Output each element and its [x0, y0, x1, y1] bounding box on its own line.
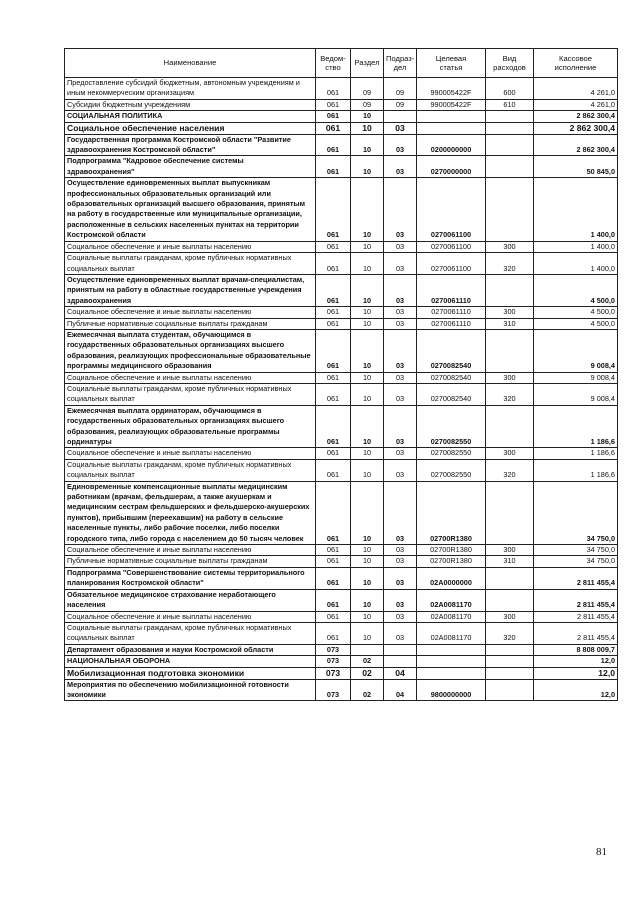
row-name: Публичные нормативные социальные выплаты гражданам	[65, 318, 316, 329]
row-name: Осуществление единовременных выплат выпускникам профессиональных образовательных организаций или образовательных организаций высшего образования, принятым на работу в государственные или муниципальные организации, расположенные в сельских населенных пунктах на территории Костромской области	[65, 178, 316, 241]
row-cash: 4 500,0	[534, 318, 618, 329]
table-row	[65, 481, 618, 544]
row-expense-type	[486, 274, 534, 306]
row-podrazdel: 03	[384, 405, 417, 448]
row-ved: 061	[316, 274, 351, 306]
row-ved: 073	[316, 644, 351, 655]
row-podrazdel: 03	[384, 611, 417, 622]
row-target: 0270061100	[417, 253, 486, 275]
row-name: Ежемесячная выплата студентам, обучающимся в государственных образовательных организациях высшего образования, реализующих профессиональные образовательные программы медицинского образования	[65, 329, 316, 372]
row-expense-type	[486, 567, 534, 589]
row-podrazdel: 03	[384, 178, 417, 241]
row-expense-type	[486, 644, 534, 655]
row-ved: 061	[316, 134, 351, 156]
row-name: Обязательное медицинское страхование неработающего населения	[65, 589, 316, 611]
row-podrazdel: 03	[384, 253, 417, 275]
row-cash: 4 500,0	[534, 274, 618, 306]
row-expense-type: 300	[486, 545, 534, 556]
col-header-razdel: Раздел	[351, 49, 384, 78]
row-razdel: 02	[351, 667, 384, 679]
row-podrazdel: 03	[384, 241, 417, 252]
table-row	[65, 307, 618, 318]
row-target	[417, 667, 486, 679]
row-expense-type	[486, 156, 534, 178]
row-name: Государственная программа Костромской области "Развитие здравоохранения Костромской области"	[65, 134, 316, 156]
row-cash: 12,0	[534, 667, 618, 679]
row-expense-type	[486, 589, 534, 611]
row-cash: 2 862 300,4	[534, 122, 618, 134]
row-cash: 1 400,0	[534, 253, 618, 275]
row-expense-type	[486, 178, 534, 241]
row-cash: 2 811 455,4	[534, 589, 618, 611]
row-podrazdel: 03	[384, 383, 417, 405]
table-row	[65, 383, 618, 405]
row-cash: 34 750,0	[534, 556, 618, 567]
col-header-cash: Кассовое исполнение	[534, 49, 618, 78]
row-razdel: 10	[351, 111, 384, 122]
row-expense-type: 600	[486, 78, 534, 100]
row-target: 02A0081170	[417, 622, 486, 644]
page-number: 81	[596, 846, 607, 858]
row-expense-type	[486, 111, 534, 122]
row-razdel: 10	[351, 307, 384, 318]
row-podrazdel: 03	[384, 622, 417, 644]
row-razdel: 10	[351, 122, 384, 134]
row-cash: 12,0	[534, 679, 618, 701]
table-row	[65, 405, 618, 448]
row-cash: 1 186,6	[534, 448, 618, 459]
budget-table	[64, 48, 618, 701]
row-name: Социальное обеспечение и иные выплаты населению	[65, 611, 316, 622]
table-row	[65, 253, 618, 275]
row-name: Социальное обеспечение и иные выплаты населению	[65, 372, 316, 383]
row-target: 02700R1380	[417, 556, 486, 567]
row-target: 0270061100	[417, 178, 486, 241]
row-target: 0200000000	[417, 134, 486, 156]
table-row	[65, 274, 618, 306]
row-ved: 061	[316, 178, 351, 241]
row-target: 990005422F	[417, 78, 486, 100]
row-expense-type: 300	[486, 372, 534, 383]
row-target: 0270082540	[417, 372, 486, 383]
row-razdel: 10	[351, 178, 384, 241]
row-podrazdel: 03	[384, 156, 417, 178]
row-ved: 061	[316, 156, 351, 178]
row-cash: 2 811 455,4	[534, 611, 618, 622]
row-expense-type: 300	[486, 448, 534, 459]
row-expense-type: 300	[486, 307, 534, 318]
row-podrazdel: 09	[384, 99, 417, 110]
table-row	[65, 134, 618, 156]
row-expense-type	[486, 679, 534, 701]
row-razdel: 10	[351, 589, 384, 611]
col-header-expense-type: Вид расходов	[486, 49, 534, 78]
row-razdel: 10	[351, 383, 384, 405]
table-row	[65, 122, 618, 134]
row-ved: 061	[316, 307, 351, 318]
row-podrazdel: 03	[384, 459, 417, 481]
row-expense-type: 310	[486, 318, 534, 329]
table-row	[65, 318, 618, 329]
row-expense-type: 320	[486, 253, 534, 275]
row-podrazdel: 03	[384, 274, 417, 306]
table-row	[65, 241, 618, 252]
row-cash: 1 186,6	[534, 405, 618, 448]
row-podrazdel: 03	[384, 318, 417, 329]
row-podrazdel: 04	[384, 667, 417, 679]
row-target: 990005422F	[417, 99, 486, 110]
row-name: Подпрограмма "Кадровое обеспечение системы здравоохранения"	[65, 156, 316, 178]
row-target: 0270061110	[417, 318, 486, 329]
table-row	[65, 99, 618, 110]
row-podrazdel: 03	[384, 448, 417, 459]
row-ved: 061	[316, 545, 351, 556]
row-ved: 073	[316, 679, 351, 701]
table-row	[65, 567, 618, 589]
table-header-row	[65, 49, 618, 78]
row-cash: 4 261,0	[534, 78, 618, 100]
table-row	[65, 111, 618, 122]
row-podrazdel: 03	[384, 556, 417, 567]
row-name: Ежемесячная выплата ординаторам, обучающимся в государственных образовательных организациях высшего образования, реализующих образовательные программы ординатуры	[65, 405, 316, 448]
row-cash: 2 811 455,4	[534, 567, 618, 589]
row-podrazdel: 03	[384, 134, 417, 156]
row-cash: 1 400,0	[534, 241, 618, 252]
row-razdel: 10	[351, 556, 384, 567]
row-name: СОЦИАЛЬНАЯ ПОЛИТИКА	[65, 111, 316, 122]
row-cash: 50 845,0	[534, 156, 618, 178]
row-razdel	[351, 644, 384, 655]
table-row	[65, 556, 618, 567]
col-header-ved: Ведом- ство	[316, 49, 351, 78]
row-target	[417, 111, 486, 122]
row-ved: 061	[316, 241, 351, 252]
row-name: Социальное обеспечение и иные выплаты населению	[65, 448, 316, 459]
row-cash: 1 186,6	[534, 459, 618, 481]
row-target: 02A0081170	[417, 589, 486, 611]
row-razdel: 10	[351, 241, 384, 252]
row-ved: 061	[316, 567, 351, 589]
row-target	[417, 656, 486, 667]
table-row	[65, 611, 618, 622]
row-name: Публичные нормативные социальные выплаты гражданам	[65, 556, 316, 567]
table-row	[65, 329, 618, 372]
row-target	[417, 644, 486, 655]
row-name: Субсидии бюджетным учреждениям	[65, 99, 316, 110]
row-expense-type: 300	[486, 241, 534, 252]
row-expense-type: 320	[486, 622, 534, 644]
row-name: Социальное обеспечение и иные выплаты населению	[65, 307, 316, 318]
row-razdel: 10	[351, 545, 384, 556]
row-name: Департамент образования и науки Костромской области	[65, 644, 316, 655]
row-target: 02700R1380	[417, 481, 486, 544]
row-podrazdel: 03	[384, 545, 417, 556]
row-cash: 9 008,4	[534, 383, 618, 405]
row-target: 0270082540	[417, 329, 486, 372]
row-podrazdel: 03	[384, 481, 417, 544]
row-razdel: 10	[351, 318, 384, 329]
row-cash: 2 811 455,4	[534, 622, 618, 644]
row-name: Осуществление единовременных выплат врачам-специалистам, принятым на работу в областные государственные учреждения здравоохранения	[65, 274, 316, 306]
row-razdel: 10	[351, 405, 384, 448]
row-razdel: 10	[351, 274, 384, 306]
row-cash: 34 750,0	[534, 545, 618, 556]
row-podrazdel	[384, 111, 417, 122]
row-razdel: 10	[351, 459, 384, 481]
row-cash: 34 750,0	[534, 481, 618, 544]
table-row	[65, 589, 618, 611]
row-podrazdel	[384, 656, 417, 667]
row-name: Социальное обеспечение и иные выплаты населению	[65, 241, 316, 252]
row-cash: 1 400,0	[534, 178, 618, 241]
row-cash: 9 008,4	[534, 372, 618, 383]
row-expense-type: 320	[486, 459, 534, 481]
row-cash: 2 862 300,4	[534, 134, 618, 156]
row-ved: 061	[316, 122, 351, 134]
row-ved: 061	[316, 622, 351, 644]
row-target	[417, 122, 486, 134]
row-expense-type	[486, 122, 534, 134]
table-row	[65, 656, 618, 667]
row-podrazdel: 04	[384, 679, 417, 701]
row-ved: 061	[316, 556, 351, 567]
row-razdel: 10	[351, 622, 384, 644]
row-target: 0270082550	[417, 448, 486, 459]
row-cash: 8 808 009,7	[534, 644, 618, 655]
table-row	[65, 78, 618, 100]
row-podrazdel: 03	[384, 307, 417, 318]
row-ved: 061	[316, 383, 351, 405]
row-ved: 061	[316, 78, 351, 100]
row-expense-type	[486, 667, 534, 679]
row-name: Социальное обеспечение и иные выплаты населению	[65, 545, 316, 556]
row-expense-type	[486, 134, 534, 156]
row-target: 0270000000	[417, 156, 486, 178]
row-cash: 9 008,4	[534, 329, 618, 372]
row-name: Мероприятия по обеспечению мобилизационной готовности экономики	[65, 679, 316, 701]
row-target: 02A0000000	[417, 567, 486, 589]
row-razdel: 10	[351, 567, 384, 589]
row-name: НАЦИОНАЛЬНАЯ ОБОРОНА	[65, 656, 316, 667]
table-row	[65, 545, 618, 556]
table-row	[65, 448, 618, 459]
row-ved: 061	[316, 111, 351, 122]
row-target: 0270061110	[417, 307, 486, 318]
row-razdel: 02	[351, 656, 384, 667]
row-target: 0270061100	[417, 241, 486, 252]
row-expense-type	[486, 481, 534, 544]
table-row	[65, 178, 618, 241]
row-cash: 4 500,0	[534, 307, 618, 318]
col-header-name: Наименование	[65, 49, 316, 78]
row-expense-type	[486, 405, 534, 448]
row-name: Подпрограмма "Совершенствование системы территориального планирования Костромской области"	[65, 567, 316, 589]
row-target: 0270082550	[417, 459, 486, 481]
row-ved: 061	[316, 611, 351, 622]
row-name: Социальные выплаты гражданам, кроме публичных нормативных социальных выплат	[65, 459, 316, 481]
table-row	[65, 459, 618, 481]
row-target: 0270061110	[417, 274, 486, 306]
row-podrazdel: 03	[384, 329, 417, 372]
row-podrazdel: 03	[384, 122, 417, 134]
row-razdel: 10	[351, 611, 384, 622]
row-expense-type	[486, 329, 534, 372]
row-ved: 061	[316, 405, 351, 448]
row-ved: 061	[316, 99, 351, 110]
row-ved: 061	[316, 318, 351, 329]
row-target: 9800000000	[417, 679, 486, 701]
col-header-target: Целевая статья	[417, 49, 486, 78]
row-name: Социальные выплаты гражданам, кроме публичных нормативных социальных выплат	[65, 253, 316, 275]
table-row	[65, 622, 618, 644]
table-row	[65, 156, 618, 178]
row-name: Мобилизационная подготовка экономики	[65, 667, 316, 679]
row-razdel: 10	[351, 329, 384, 372]
table-row	[65, 644, 618, 655]
row-expense-type: 310	[486, 556, 534, 567]
row-ved: 061	[316, 459, 351, 481]
row-podrazdel: 03	[384, 567, 417, 589]
row-razdel: 10	[351, 372, 384, 383]
col-header-podrazdel: Подраз- дел	[384, 49, 417, 78]
row-podrazdel: 09	[384, 78, 417, 100]
row-expense-type	[486, 656, 534, 667]
table-row	[65, 667, 618, 679]
row-razdel: 09	[351, 99, 384, 110]
row-ved: 073	[316, 656, 351, 667]
row-podrazdel	[384, 644, 417, 655]
row-ved: 061	[316, 448, 351, 459]
row-name: Социальное обеспечение населения	[65, 122, 316, 134]
row-target: 02700R1380	[417, 545, 486, 556]
row-razdel: 09	[351, 78, 384, 100]
table-body	[65, 78, 618, 701]
row-podrazdel: 03	[384, 372, 417, 383]
row-razdel: 10	[351, 481, 384, 544]
row-target: 02A0081170	[417, 611, 486, 622]
row-ved: 061	[316, 589, 351, 611]
row-ved: 061	[316, 481, 351, 544]
row-expense-type: 610	[486, 99, 534, 110]
row-cash: 12,0	[534, 656, 618, 667]
row-target: 0270082550	[417, 405, 486, 448]
row-ved: 061	[316, 329, 351, 372]
row-razdel: 10	[351, 253, 384, 275]
row-name: Социальные выплаты гражданам, кроме публичных нормативных социальных выплат	[65, 383, 316, 405]
row-expense-type: 300	[486, 611, 534, 622]
row-name: Социальные выплаты гражданам, кроме публичных нормативных социальных выплат	[65, 622, 316, 644]
row-expense-type: 320	[486, 383, 534, 405]
row-razdel: 10	[351, 448, 384, 459]
table-row	[65, 372, 618, 383]
row-razdel: 10	[351, 156, 384, 178]
row-razdel: 02	[351, 679, 384, 701]
row-cash: 2 862 300,4	[534, 111, 618, 122]
row-podrazdel: 03	[384, 589, 417, 611]
row-name: Единовременные компенсационные выплаты медицинским работникам (врачам, фельдшерам, а также акушеркам и медицинским сестрам фельдшерских и фельдшерско-акушерских пунктов), прибывшим (переехавшим) на работу в сельские населенные пункты, либо рабочие поселки, либо поселки городского типа, либо города с населением до 50 тысяч человек	[65, 481, 316, 544]
row-name: Предоставление субсидий бюджетным, автономным учреждениям и иным некоммерческим организациям	[65, 78, 316, 100]
row-ved: 061	[316, 372, 351, 383]
table-row	[65, 679, 618, 701]
row-cash: 4 261,0	[534, 99, 618, 110]
row-ved: 061	[316, 253, 351, 275]
row-ved: 073	[316, 667, 351, 679]
row-razdel: 10	[351, 134, 384, 156]
row-target: 0270082540	[417, 383, 486, 405]
